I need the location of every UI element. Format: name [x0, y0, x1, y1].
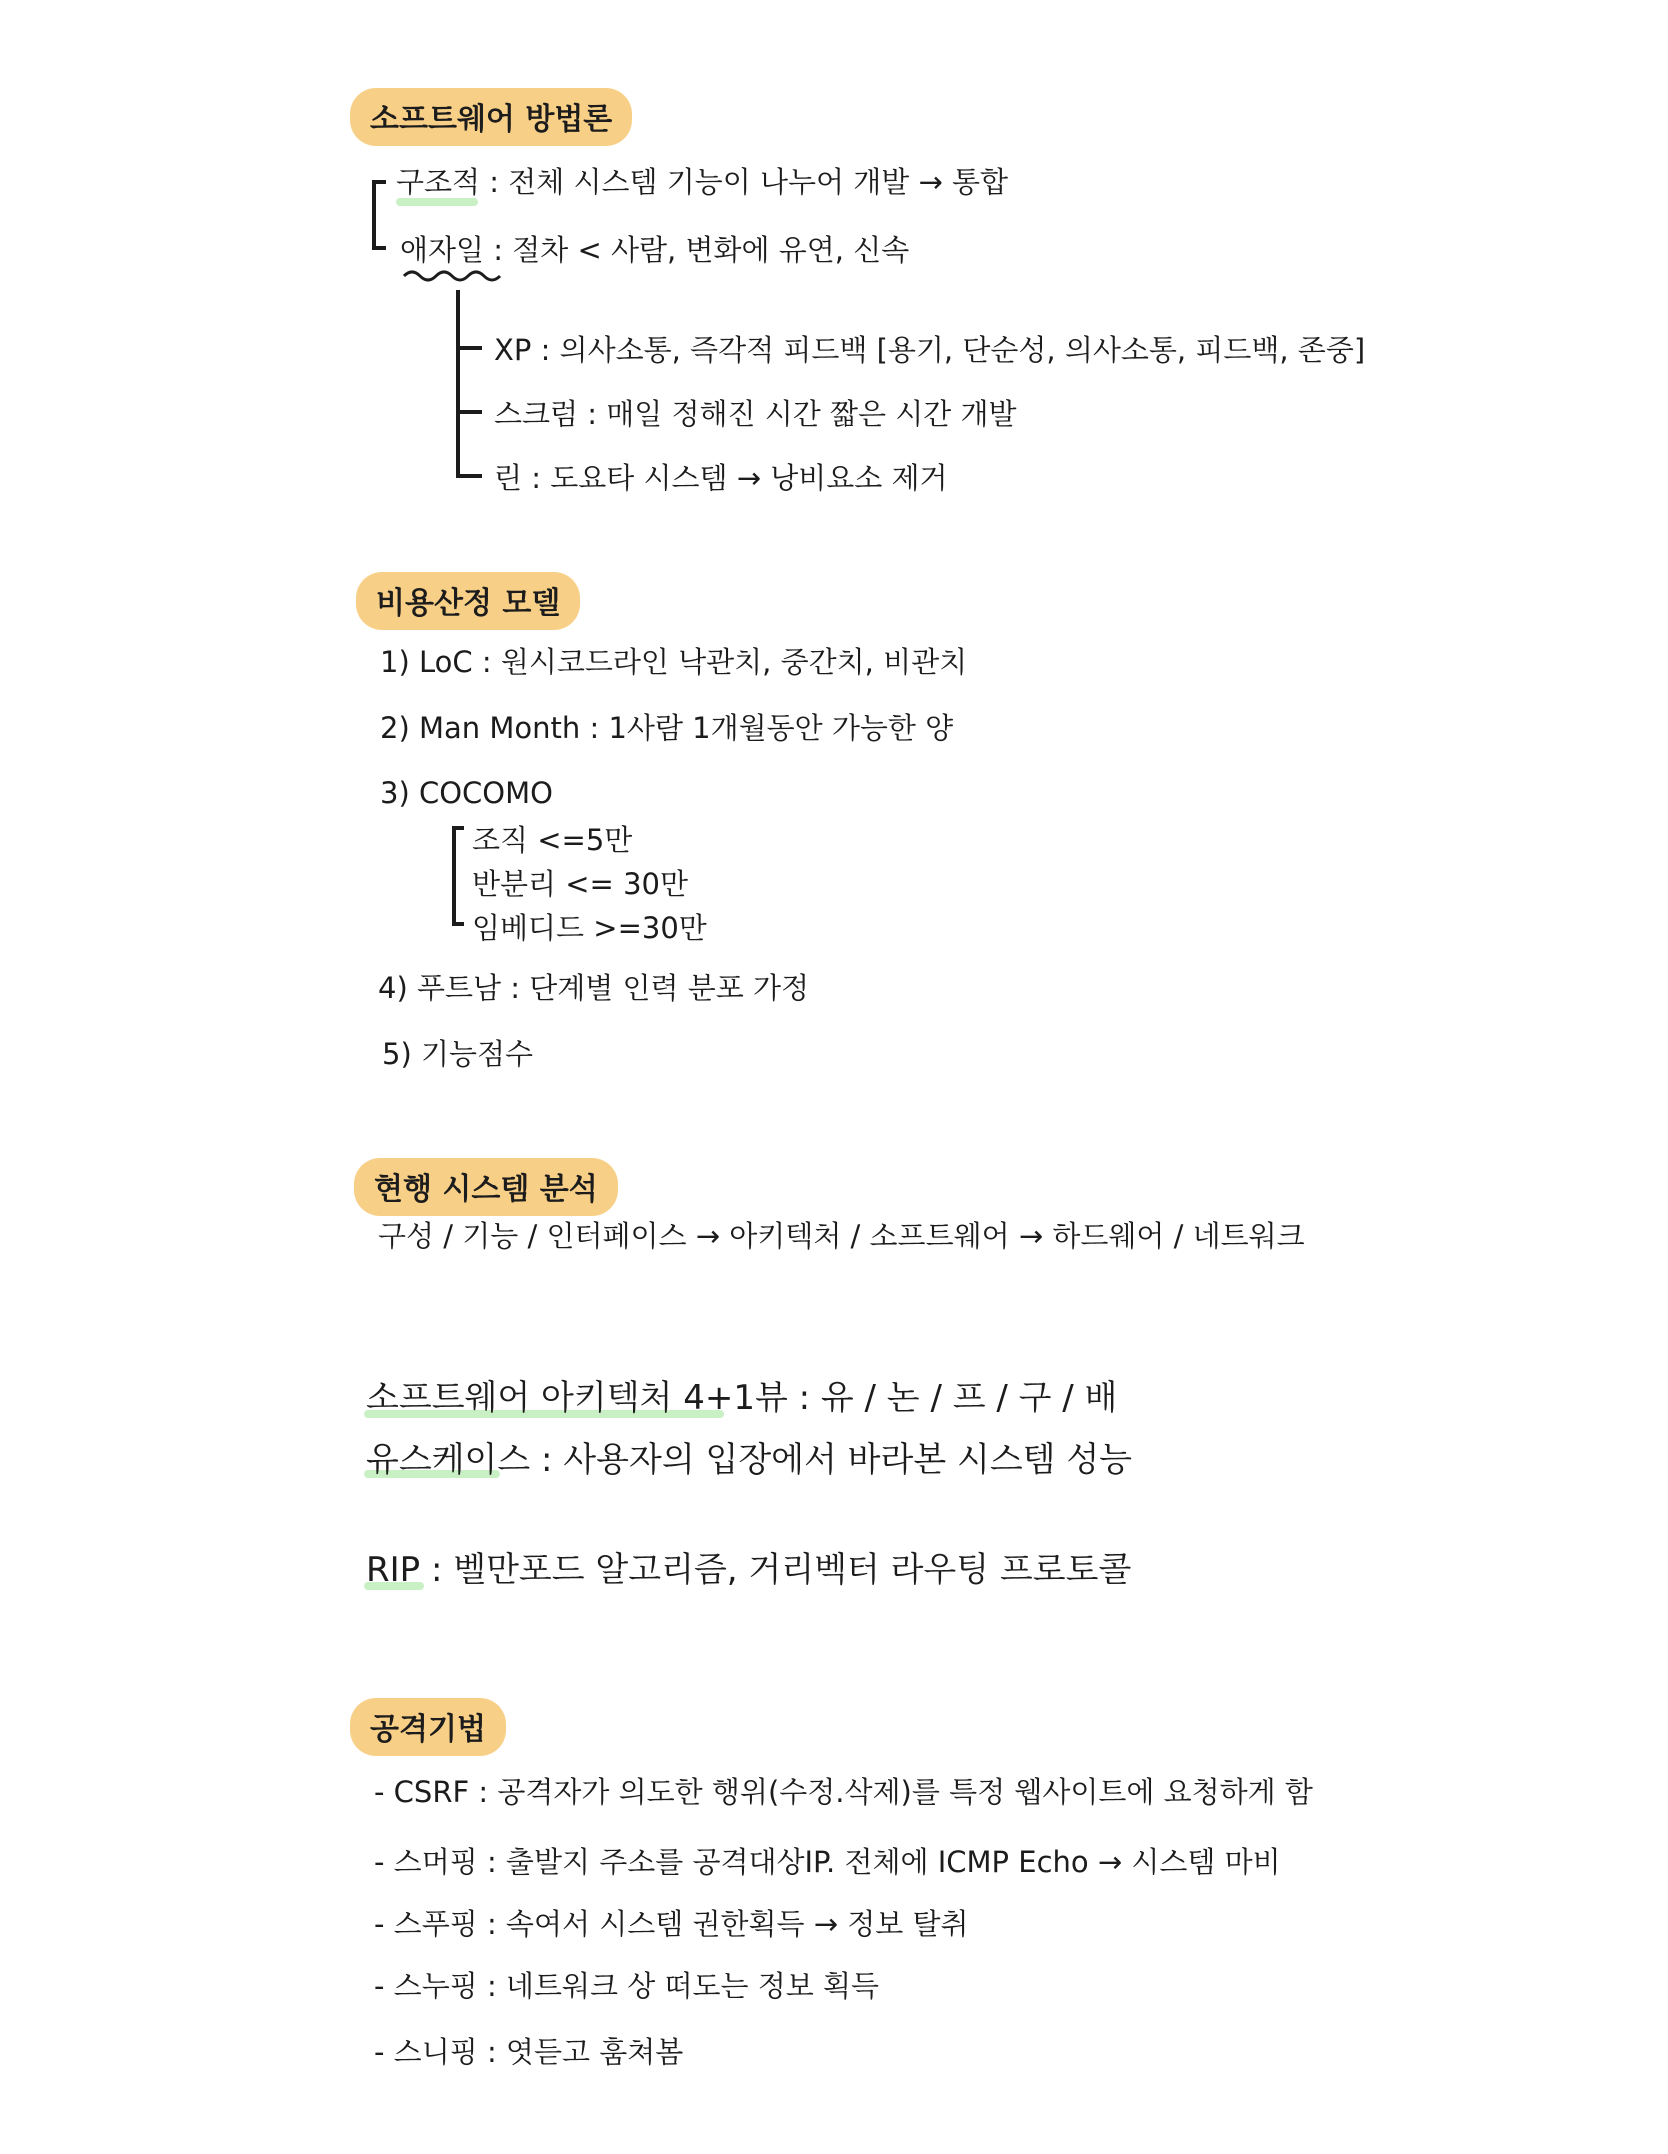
spoofing-item: - 스푸핑 : 속여서 시스템 권한획득 → 정보 탈취	[374, 1907, 969, 1941]
architecture-41-view: 소프트웨어 아키텍처 4+1뷰 : 유 / 논 / 프 / 구 / 배	[366, 1378, 1118, 1418]
agile-wavy-underline	[402, 268, 502, 284]
tree-branch-scrum	[456, 410, 482, 414]
cocomo-item: 3) COCOMO	[380, 776, 553, 810]
tree-branch-xp	[456, 346, 482, 350]
manmonth-item: 2) Man Month : 1사람 1개월동안 가능한 양	[380, 711, 954, 745]
section-title-cost: 비용산정 모델	[356, 572, 580, 630]
loc-item: 1) LoC : 원시코드라인 낙관치, 중간치, 비관치	[380, 645, 968, 679]
structured-item: 구조적 : 전체 시스템 기능이 나누어 개발 → 통합	[396, 165, 1009, 199]
bracket-top	[372, 180, 386, 184]
lean-item: 린 : 도요타 시스템 → 낭비요소 제거	[494, 461, 948, 495]
section-title-attack: 공격기법	[350, 1698, 506, 1756]
cocomo-bracket-top	[452, 826, 464, 830]
usecase-item: 유스케이스 : 사용자의 입장에서 바라본 시스템 성능	[366, 1440, 1133, 1480]
scrum-item: 스크럼 : 매일 정해진 시간 짧은 시간 개발	[494, 397, 1017, 431]
analysis-line: 구성 / 기능 / 인터페이스 → 아키텍처 / 소프트웨어 → 하드웨어 / 네트워크	[378, 1219, 1305, 1253]
cocomo-organic: 조직 <=5만	[472, 823, 633, 857]
cocomo-bracket-vertical	[452, 826, 456, 926]
sniffing-item: - 스니핑 : 엿듣고 훔쳐봄	[374, 2035, 684, 2069]
tree-vertical	[456, 290, 460, 478]
section-title-analysis: 현행 시스템 분석	[354, 1158, 618, 1216]
function-point-item: 5) 기능점수	[382, 1037, 534, 1071]
putnam-item: 4) 푸트남 : 단계별 인력 분포 가정	[378, 971, 810, 1005]
xp-item: XP : 의사소통, 즉각적 피드백 [용기, 단순성, 의사소통, 피드백, 존중]	[494, 333, 1366, 367]
bracket-bottom	[372, 246, 386, 250]
rip-item: RIP : 벨만포드 알고리즘, 거리벡터 라우팅 프로토콜	[366, 1550, 1132, 1590]
cocomo-embedded: 임베디드 >=30만	[472, 911, 707, 945]
cocomo-semidetached: 반분리 <= 30만	[472, 867, 688, 901]
cocomo-bracket-bottom	[452, 922, 464, 926]
bracket-vertical	[372, 180, 376, 250]
section-title-methodology: 소프트웨어 방법론	[350, 88, 632, 146]
sniffing-snooping-item: - 스누핑 : 네트워크 상 떠도는 정보 획득	[374, 1969, 879, 2003]
tree-branch-lean	[456, 474, 482, 478]
agile-item: 애자일 : 절차 < 사람, 변화에 유연, 신속	[400, 233, 910, 267]
smurfing-item: - 스머핑 : 출발지 주소를 공격대상IP. 전체에 ICMP Echo → 시스템 마비	[374, 1845, 1281, 1879]
csrf-item: - CSRF : 공격자가 의도한 행위(수정.삭제)를 특정 웹사이트에 요청하게 함	[374, 1775, 1313, 1809]
